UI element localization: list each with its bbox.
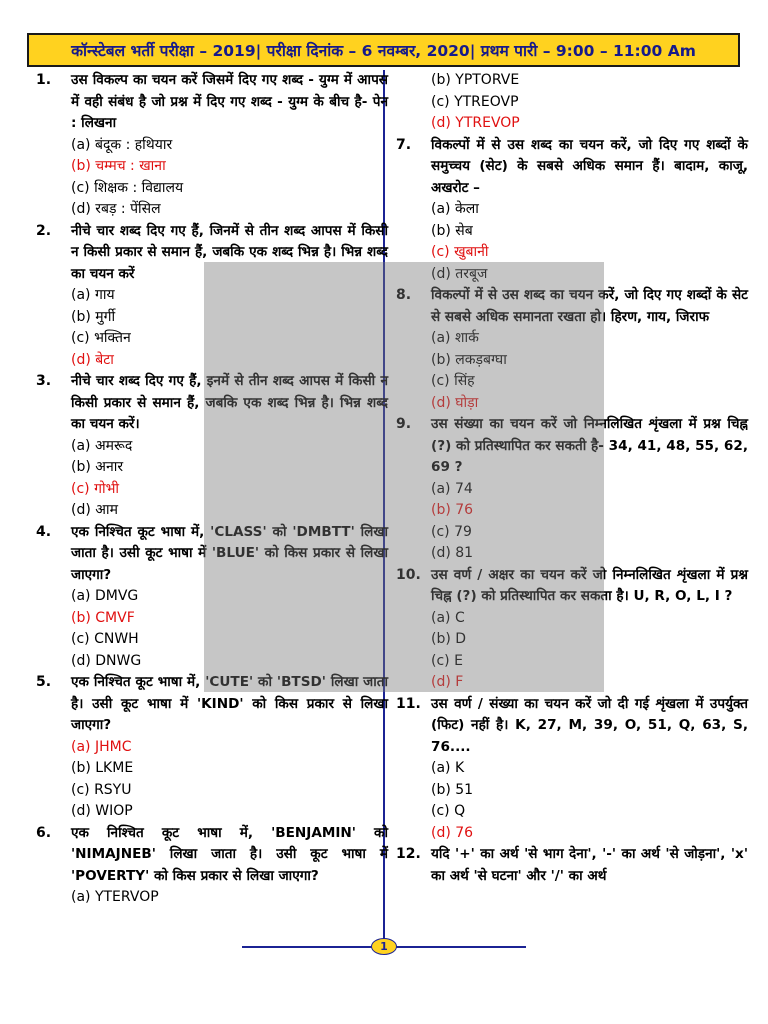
page-number: 1: [371, 938, 397, 955]
option: (d) आम: [71, 502, 118, 518]
answer-option: (d) 76: [431, 824, 474, 841]
option: (d) तरबूज: [431, 265, 488, 282]
answer-option: (c) खुबानी: [431, 244, 489, 260]
option: (b) सेब: [431, 222, 473, 239]
question-number: 9.: [396, 416, 412, 432]
question-row: [36, 823, 388, 888]
question-row: [396, 135, 748, 200]
option: (c) RSYU: [71, 781, 132, 798]
answer-option: (c) गोभी: [71, 480, 120, 497]
answer-option: (d) F: [431, 674, 464, 690]
answer-option: (a) JHMC: [71, 738, 132, 755]
question-item: [396, 844, 748, 887]
question-item: [36, 221, 388, 372]
question-number: 5.: [36, 674, 52, 690]
question-row: [396, 844, 748, 887]
question-text: विकल्पों में से उस शब्द का चयन करें, जो दिए गए शब्दों के समुच्चय (सेट) के सबसे अधिक समान हैं। बादाम, काजू, अखरोट –: [431, 136, 748, 196]
option: (c) 79: [431, 523, 472, 540]
question-row: [396, 694, 748, 759]
question-row: [36, 70, 388, 135]
question-row: [36, 672, 388, 737]
question-row: [36, 522, 388, 587]
question-item: [36, 672, 388, 823]
option: (a) YTERVOP: [71, 889, 159, 905]
question-row: [396, 414, 748, 479]
question-item: [36, 70, 388, 221]
question-item: [36, 371, 388, 522]
answer-option: (b) 76: [431, 502, 474, 518]
question-number: 7.: [396, 136, 412, 153]
question-text: एक निश्चित कूट भाषा में, 'CUTE' को 'BTSD' लिखा जाता है। उसी कूट भाषा में 'KIND' को किस प्रकार से लिखा जाएगा?: [71, 674, 388, 733]
option: (a) गाय: [71, 287, 115, 303]
option: (c) शिक्षक : विद्यालय: [71, 179, 184, 196]
question-text: उस संख्या का चयन करें जो निम्नलिखित शृंखला में प्रश्न चिह्न (?) को प्रतिस्थापित कर सकती है- 34, 41, 48, 55, 62, 69 ?: [431, 416, 748, 475]
question-item: [36, 823, 388, 909]
option: (b) लकड़बग्घा: [431, 351, 507, 368]
option: (a) K: [431, 760, 465, 776]
option: (a) 74: [431, 480, 473, 497]
option: (c) E: [431, 652, 463, 669]
question-number: 12.: [396, 846, 421, 862]
question-item: [396, 285, 748, 414]
option: (b) 51: [431, 781, 474, 798]
option: (b) YPTORVE: [431, 72, 520, 88]
question-number: 11.: [396, 695, 421, 712]
question-item: [396, 565, 748, 694]
question-item: [396, 694, 748, 845]
option: (d) DNWG: [71, 652, 142, 669]
question-text: विकल्पों में से उस शब्द का चयन करें, जो दिए गए शब्दों के सेट से सबसे अधिक समानता रखता हो। हिरण, गाय, जिराफ: [431, 287, 748, 325]
question-item: [36, 522, 388, 673]
answer-option: (d) YTREVOP: [431, 115, 520, 131]
question-text: यदि '+' का अर्थ 'से भाग देना', '-' का अर्थ 'से जोड़ना', 'x' का अर्थ 'से घटना' और '/' का अर्थ: [431, 846, 748, 884]
question-text: उस विकल्प का चयन करें जिसमें दिए गए शब्द - युग्म में आपस में वही संबंध है जो प्रश्न में दिए गए शब्द - युग्म के बीच है- पेन : लिखना: [71, 72, 388, 131]
option: (c) CNWH: [71, 631, 139, 647]
option: (d) WIOP: [71, 803, 133, 819]
question-text: उस वर्ण / अक्षर का चयन करें जो निम्नलिखित शृंखला में प्रश्न चिह्न (?) को प्रतिस्थापित कर सकता है। U, R, O, L, I ?: [431, 566, 748, 604]
question-text: नीचे चार शब्द दिए गए हैं, जिनमें से तीन शब्द आपस में किसी न किसी प्रकार से समान हैं, जबकि एक शब्द भिन्न है। भिन्न शब्द का चयन करें: [71, 222, 388, 282]
question-row: [396, 565, 748, 608]
left-column: [36, 70, 388, 909]
option: (a) C: [431, 609, 465, 626]
option: (b) मुर्गी: [71, 308, 116, 325]
question-text: उस वर्ण / संख्या का चयन करें जो दी गई शृंखला में उपर्युक्त (फिट) नहीं है। K, 27, M, 39, O, 51, Q, 63, S, 76....: [431, 695, 748, 755]
answer-option: (d) बेटा: [71, 351, 114, 368]
question-item: [396, 135, 748, 286]
question-number: 10.: [396, 566, 421, 583]
option: (c) YTREOVP: [431, 93, 519, 110]
option: (c) सिंह: [431, 373, 475, 389]
option: (c) भक्तिन: [71, 330, 131, 346]
option: (b) अनार: [71, 459, 124, 475]
question-row: [36, 221, 388, 286]
answer-option: (b) CMVF: [71, 609, 135, 626]
option: (a) बंदूक : हथियार: [71, 136, 173, 153]
option: (a) शार्क: [431, 330, 479, 346]
option: (c) Q: [431, 803, 466, 819]
question-number: 4.: [36, 523, 52, 540]
option: (a) DMVG: [71, 588, 139, 604]
question-row: [36, 371, 388, 436]
question-number: 6.: [36, 824, 52, 841]
right-column: [396, 70, 748, 887]
question-number: 2.: [36, 222, 52, 239]
question-text: नीचे चार शब्द दिए गए हैं, इनमें से तीन शब्द आपस में किसी न किसी प्रकार से समान हैं, जबकि एक शब्द भिन्न है। भिन्न शब्द का चयन करें।: [71, 373, 388, 432]
option: (b) D: [431, 631, 467, 647]
option: (a) केला: [431, 201, 479, 217]
option: (d) 81: [431, 545, 474, 561]
question-item: [396, 414, 748, 565]
question-text: एक निश्चित कूट भाषा में, 'CLASS' को 'DMBTT' लिखा जाता है। उसी कूट भाषा में 'BLUE' को किस प्रकार से लिखा जाएगा?: [71, 523, 388, 583]
answer-option: (b) चम्मच : खाना: [71, 158, 166, 174]
question-row: [396, 285, 748, 328]
page-header: [27, 33, 740, 67]
question-text: एक निश्चित कूट भाषा में, 'BENJAMIN' को 'NIMAJNEB' लिखा जाता है। उसी कूट भाषा में 'POVERTY' को किस प्रकार से लिखा जाएगा?: [71, 824, 388, 884]
question-number: 1.: [36, 72, 52, 88]
question-number: 8.: [396, 287, 412, 303]
header-title: कॉन्स्टेबल भर्ती परीक्षा – 2019| परीक्षा दिनांक – 6 नवम्बर, 2020| प्रथम पारी – 9:00 – 11:00 Am: [71, 42, 696, 60]
answer-option: (d) घोड़ा: [431, 394, 479, 411]
question-number: 3.: [36, 373, 52, 389]
option: (a) अमरूद: [71, 437, 133, 454]
option: (d) रबड़ : पेंसिल: [71, 201, 161, 217]
option: (b) LKME: [71, 760, 134, 776]
